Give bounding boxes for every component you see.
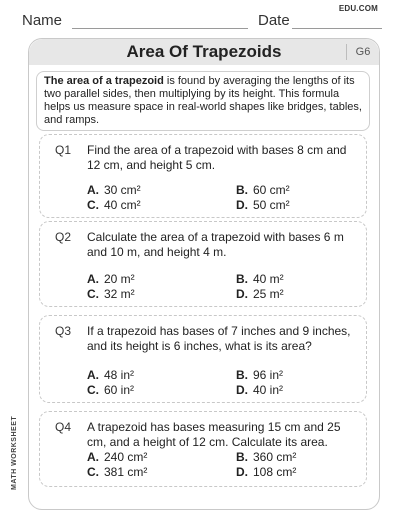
intro-bold: The area of a trapezoid xyxy=(44,75,164,87)
option-c[interactable] xyxy=(87,465,147,479)
grade-badge: G6 xyxy=(346,44,379,60)
option-letter: C. xyxy=(87,383,99,397)
intro-text: is found by averaging the lengths of its two parallel sides, then multiplying by its height. This formula helps us measure space in real-world shapes like bridges, tables, and ramps. xyxy=(44,75,362,126)
option-letter: D. xyxy=(236,287,248,301)
option-value: 40 m² xyxy=(253,272,284,286)
option-c[interactable] xyxy=(87,383,134,397)
name-label: Name xyxy=(22,12,63,29)
question-number: Q3 xyxy=(55,324,72,338)
option-d[interactable] xyxy=(236,465,296,479)
question-text: A trapezoid has bases measuring 15 cm and 25 cm, and a height of 12 cm. Calculate its area. xyxy=(87,420,341,449)
option-c[interactable] xyxy=(87,198,141,212)
option-letter: B. xyxy=(236,183,248,197)
question-card xyxy=(39,221,367,307)
option-b[interactable] xyxy=(236,368,283,382)
option-a[interactable] xyxy=(87,368,134,382)
option-d[interactable] xyxy=(236,198,290,212)
option-letter: A. xyxy=(87,183,99,197)
side-label: MATH WORKSHEET xyxy=(11,415,18,490)
option-a[interactable] xyxy=(87,183,141,197)
option-value: 40 cm² xyxy=(104,198,141,212)
option-b[interactable] xyxy=(236,272,284,286)
option-value: 30 cm² xyxy=(104,183,141,197)
option-value: 360 cm² xyxy=(253,450,297,464)
worksheet-title: Area Of Trapezoids xyxy=(126,42,282,61)
question-number: Q4 xyxy=(55,420,72,434)
option-letter: A. xyxy=(87,368,99,382)
question-card xyxy=(39,411,367,487)
option-value: 32 m² xyxy=(104,287,135,301)
option-letter: B. xyxy=(236,368,248,382)
date-label: Date xyxy=(258,12,290,29)
option-d[interactable] xyxy=(236,287,284,301)
option-letter: C. xyxy=(87,465,99,479)
intro-box xyxy=(36,71,370,131)
option-value: 40 in² xyxy=(253,383,284,397)
option-value: 96 in² xyxy=(253,368,284,382)
option-value: 48 in² xyxy=(104,368,135,382)
option-letter: B. xyxy=(236,450,248,464)
option-a[interactable] xyxy=(87,272,135,286)
option-d[interactable] xyxy=(236,383,283,397)
option-value: 50 cm² xyxy=(253,198,290,212)
option-value: 25 m² xyxy=(253,287,284,301)
option-value: 108 cm² xyxy=(253,465,297,479)
option-letter: C. xyxy=(87,287,99,301)
option-value: 60 in² xyxy=(104,383,135,397)
option-value: 60 cm² xyxy=(253,183,290,197)
option-b[interactable] xyxy=(236,450,296,464)
question-text: If a trapezoid has bases of 7 inches and 9 inches, and its height is 6 inches, what is its area? xyxy=(87,324,351,353)
date-line[interactable] xyxy=(292,28,382,29)
question-card xyxy=(39,134,367,218)
question-number: Q2 xyxy=(55,230,72,244)
option-value: 20 m² xyxy=(104,272,135,286)
title-bar xyxy=(29,39,379,65)
brand-logo: EDU.COM xyxy=(338,4,378,13)
worksheet xyxy=(28,38,380,510)
name-line[interactable] xyxy=(72,28,248,29)
option-letter: D. xyxy=(236,198,248,212)
option-letter: A. xyxy=(87,450,99,464)
option-a[interactable] xyxy=(87,450,147,464)
question-text: Find the area of a trapezoid with bases 8 cm and 12 cm, and height 5 cm. xyxy=(87,143,347,172)
option-letter: D. xyxy=(236,465,248,479)
option-letter: A. xyxy=(87,272,99,286)
option-value: 240 cm² xyxy=(104,450,148,464)
question-card xyxy=(39,315,367,403)
header-row xyxy=(0,0,400,34)
option-letter: B. xyxy=(236,272,248,286)
option-c[interactable] xyxy=(87,287,135,301)
option-b[interactable] xyxy=(236,183,290,197)
question-text: Calculate the area of a trapezoid with bases 6 m and 10 m, and height 4 m. xyxy=(87,230,344,259)
option-letter: D. xyxy=(236,383,248,397)
option-value: 381 cm² xyxy=(104,465,148,479)
option-letter: C. xyxy=(87,198,99,212)
question-number: Q1 xyxy=(55,143,72,157)
